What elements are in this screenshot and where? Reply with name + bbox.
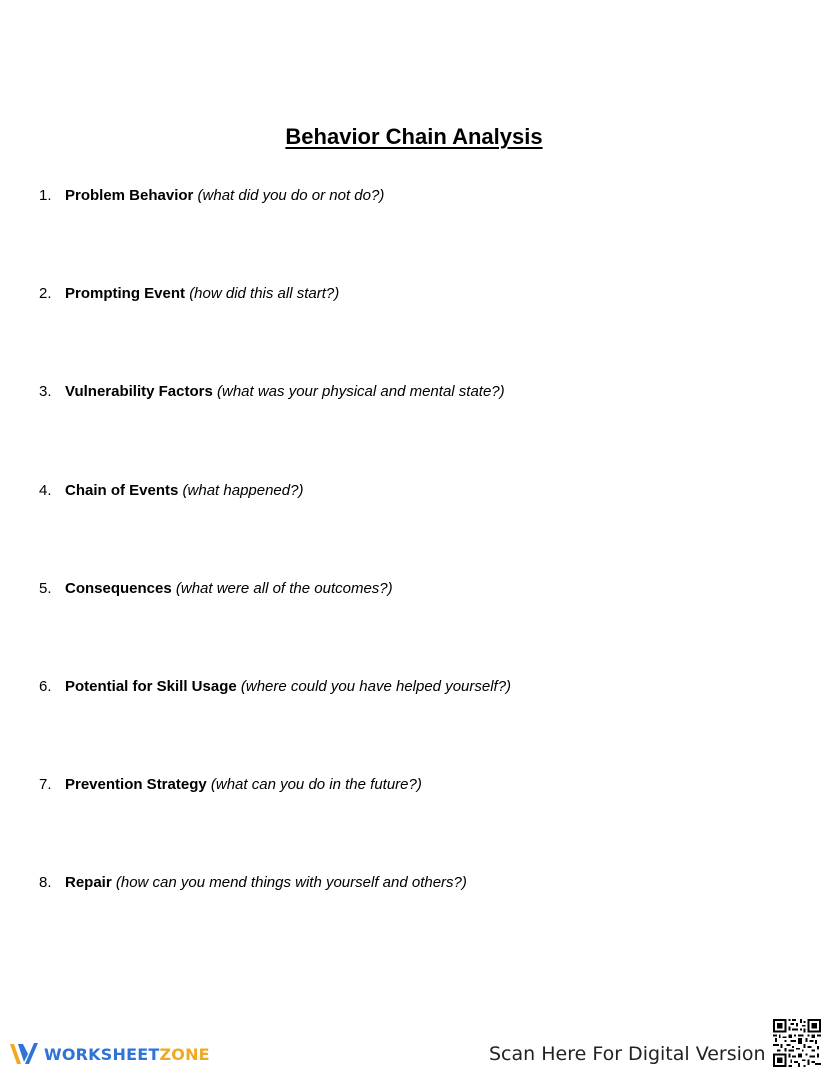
list-item-prompting-event (39, 284, 339, 304)
item-number: 2. (39, 285, 52, 302)
item-prompt: (how can you mend things with yourself and others?) (115, 874, 467, 891)
logo-word-zone: ZONE (159, 1044, 210, 1064)
item-term: Problem Behavior (65, 187, 194, 204)
list-item-repair (39, 873, 467, 893)
item-number: 3. (39, 383, 52, 400)
item-term: Vulnerability Factors (65, 383, 213, 400)
list-item-vulnerability-factors (39, 382, 505, 402)
item-number: 4. (39, 482, 52, 499)
item-term: Chain of Events (65, 482, 179, 499)
item-term: Potential for Skill Usage (65, 678, 237, 695)
list-item-potential-skill-usage (39, 677, 511, 697)
item-term: Repair (65, 874, 112, 891)
scan-instruction: Scan Here For Digital Version (489, 1043, 766, 1065)
item-prompt: (what can you do in the future?) (210, 776, 422, 793)
item-prompt: (where could you have helped yourself?) (240, 678, 512, 695)
item-number: 7. (39, 776, 52, 793)
list-item-problem-behavior (39, 186, 384, 206)
item-prompt: (what was your physical and mental state?) (217, 383, 505, 400)
item-term: Prompting Event (65, 285, 186, 302)
item-number: 8. (39, 874, 52, 891)
item-prompt: (what were all of the outcomes?) (175, 580, 393, 597)
qr-code-icon[interactable] (773, 1019, 821, 1067)
logo-wordmark (44, 1045, 210, 1064)
item-term: Prevention Strategy (65, 776, 207, 793)
item-term: Consequences (65, 580, 172, 597)
item-number: 6. (39, 678, 52, 695)
list-item-chain-of-events (39, 481, 303, 501)
page-title: Behavior Chain Analysis (285, 124, 543, 149)
list-item-consequences (39, 579, 393, 599)
item-prompt: (what happened?) (182, 482, 304, 499)
item-number: 5. (39, 580, 52, 597)
item-number: 1. (39, 187, 52, 204)
logo-word-worksheet: WORKSHEET (44, 1044, 160, 1064)
worksheetzone-logo-icon (8, 1040, 40, 1068)
worksheetzone-logo[interactable] (8, 1040, 210, 1068)
item-prompt: (what did you do or not do?) (197, 187, 385, 204)
list-item-prevention-strategy (39, 775, 422, 795)
item-prompt: (how did this all start?) (189, 285, 340, 302)
